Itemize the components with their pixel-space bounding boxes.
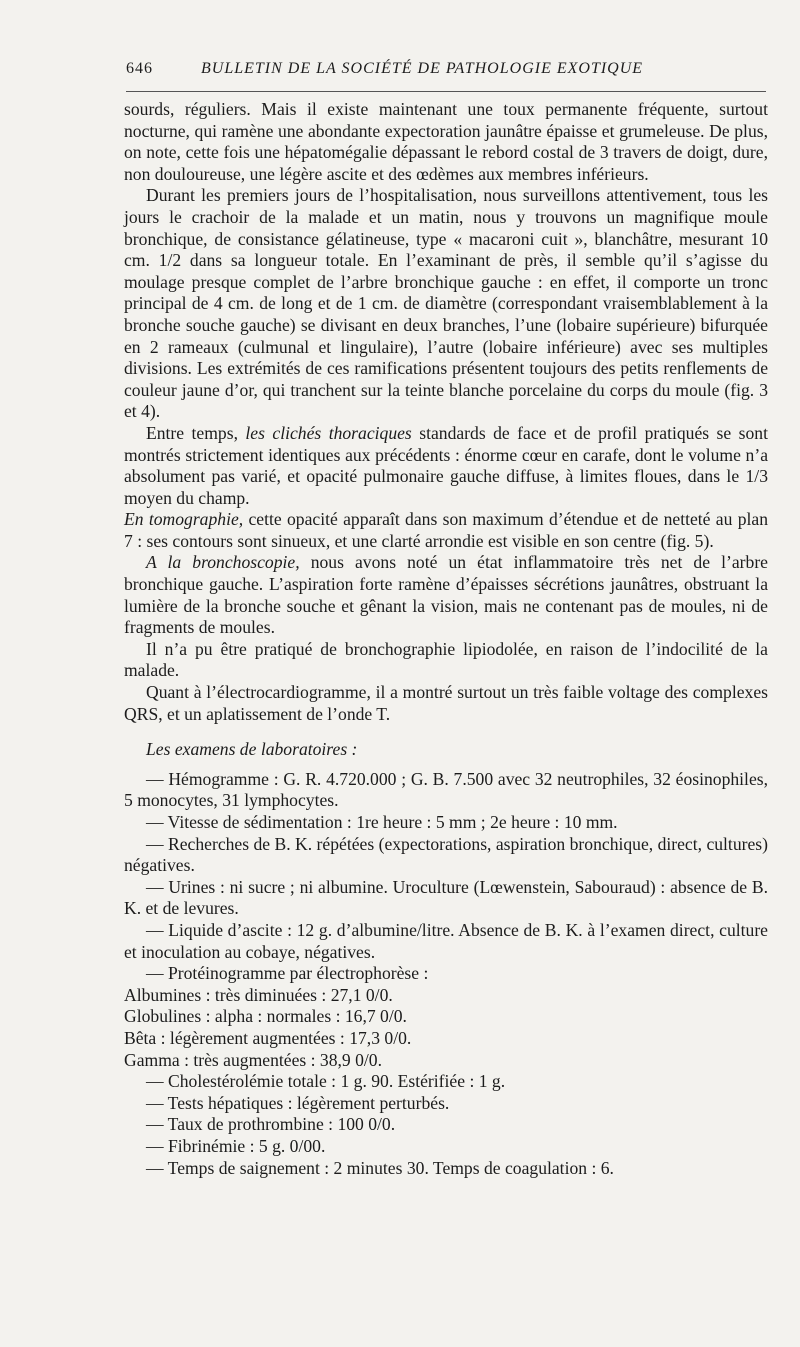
radio-rest: standards de face et de profil pratiqués se sont montrés strictement identiques aux précédents : énorme cœur en carafe, dont le volume n’a absolument pas varié, et opacité pulmonaire gauche diffuse, à limites floues, dans le 1/3 moyen du champ.: [124, 422, 768, 508]
lab-item: — Fibrinémie : 5 g. 0/00.: [146, 1135, 326, 1156]
broncho-italic: A la bronchoscopie,: [146, 552, 300, 573]
lab-item: — Liquide d’ascite : 12 g. d’albumine/litre. Absence de B. K. à l’examen direct, culture et inoculation au cobaye, négatives.: [124, 919, 768, 962]
lab-item: — Recherches de B. K. répétées (expectorations, aspiration bronchique, direct, cultures) négatives.: [124, 833, 768, 876]
paragraph-radiography: [124, 423, 768, 509]
protein-line: Albumines : très diminuées : 27,1 0/0.: [124, 984, 393, 1005]
header-rule: [126, 91, 766, 92]
tomo-rest: cette opacité apparaît dans son maximum d’étendue et de netteté au plan 7 : ses contours sont sinueux, et une clarté arrondie est visible en son centre (fig. 5).: [124, 509, 768, 551]
protein-line: Globulines : alpha : normales : 16,7 0/0.: [124, 1006, 407, 1027]
labs-title: Les examens de laboratoires :: [146, 739, 358, 760]
radio-italic: les clichés thoraciques: [245, 422, 412, 443]
radio-lead: Entre temps,: [146, 422, 238, 443]
lab-item: — Cholestérolémie totale : 1 g. 90. Estérifiée : 1 g.: [146, 1071, 506, 1092]
lab-item: — Vitesse de sédimentation : 1re heure : 5 mm ; 2e heure : 10 mm.: [146, 812, 618, 832]
tomo-italic: En tomographie,: [124, 509, 244, 530]
lab-item: — Urines : ni sucre ; ni albumine. Uroculture (Lœwenstein, Sabouraud) : absence de B. K. et de levures.: [124, 876, 768, 919]
protein-line: Bêta : légèrement augmentées : 17,3 0/0.: [124, 1027, 412, 1048]
paragraph-ecg: Quant à l’électrocardiogramme, il a montré surtout un très faible voltage des complexes QRS, et un aplatissement de l’onde T.: [124, 682, 768, 724]
page-number: 646: [126, 60, 153, 77]
journal-title: BULLETIN DE LA SOCIÉTÉ DE PATHOLOGIE EXOTIQUE: [201, 60, 644, 77]
paragraph-symptoms: sourds, réguliers. Mais il existe maintenant une toux permanente fréquente, surtout nocturne, qui ramène une abondante expectoration jaunâtre épaisse et grumeleuse. De plus, on note, cette fois une hépatomégalie dépassant le rebord costal de 3 travers de doigt, dure, non douloureuse, une légère ascite et des œdèmes aux membres inférieurs.: [124, 99, 768, 184]
paragraph-bronchial-cast: Durant les premiers jours de l’hospitalisation, nous surveillons attentivement, tous les jours le crachoir de la malade et un matin, nous y trouvons un magnifique moule bronchique, de consistance gélatineuse, type « macaroni cuit », blanchâtre, mesurant 10 cm. 1/2 dans sa longueur totale. En l’examinant de près, il semble qu’il s’agisse du moulage presque complet de l’arbre bronchique gauche : en effet, il comporte un tronc principal de 4 cm. de long et de 1 cm. de diamètre (correspondant vraisemblablement à la bronche souche gauche) se divisant en deux branches, l’une (lobaire supérieure) bifurquée en 2 rameaux (culmunal et lingulaire), l’autre (lobaire inférieure) avec ses multiples divisions. Les extrémités de ces ramifications présentent toujours des petits renflements de couleur jaune d’or, qui tranchent sur la teinte blanche porcelaine du corps du moule (fig. 3 et 4).: [124, 185, 768, 422]
lab-item: — Taux de prothrombine : 100 0/0.: [146, 1114, 396, 1135]
protein-line: Gamma : très augmentées : 38,9 0/0.: [124, 1049, 382, 1070]
lab-item: — Temps de saignement : 2 minutes 30. Temps de coagulation : 6.: [146, 1157, 614, 1178]
paragraph-tomography: [124, 509, 768, 552]
running-header: [126, 60, 766, 82]
paragraph-bronchoscopy: [124, 552, 768, 638]
lab-item: — Hémogramme : G. R. 4.720.000 ; G. B. 7.500 avec 32 neutrophiles, 32 éosinophiles, 5 monocytes, 31 lymphocytes.: [124, 768, 768, 811]
article-body: [124, 99, 768, 1179]
lab-item: — Tests hépatiques : légèrement perturbés.: [146, 1092, 450, 1113]
paragraph-bronchography: Il n’a pu être pratiqué de bronchographie lipiodolée, en raison de l’indocilité de la malade.: [124, 638, 768, 681]
lab-item: — Protéinogramme par électrophorèse :: [146, 963, 429, 984]
broncho-rest: nous avons noté un état inflammatoire très net de l’arbre bronchique gauche. L’aspiration forte ramène d’épaisses sécrétions jaunâtres, obstruant la lumière de la bronche souche et gênant la vision, mais ne contenant pas de moules, ni de fragments de moules.: [124, 552, 768, 638]
